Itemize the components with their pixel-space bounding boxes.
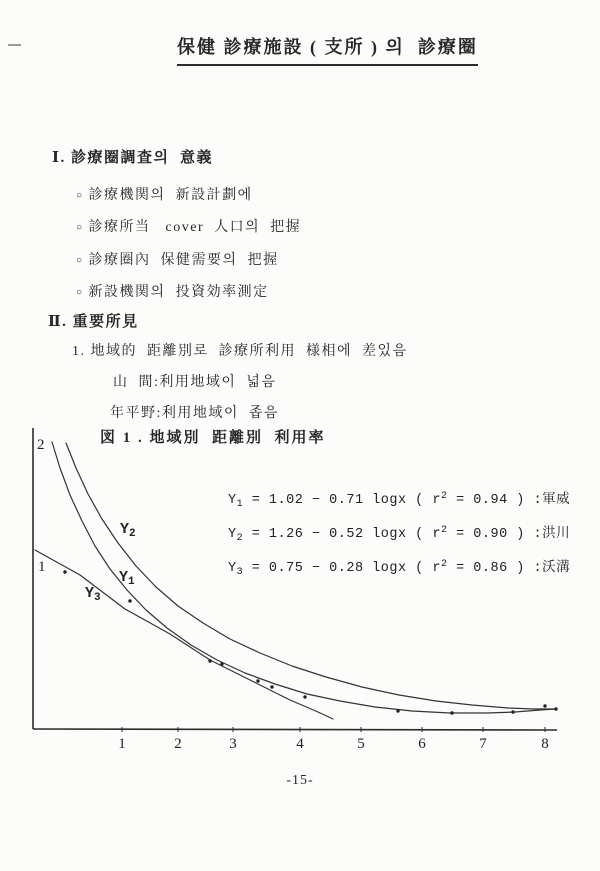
page-number: -15-	[286, 773, 314, 788]
equation-var-sub: 3	[236, 567, 244, 578]
equation-var: Y	[228, 561, 237, 576]
curve-label-y3	[85, 585, 101, 604]
data-point-marker	[270, 685, 273, 688]
bullet-text: 新設機関의 投資効率測定	[88, 285, 269, 300]
circle-bullet-icon: ○	[76, 287, 84, 298]
x-tick-label: 1	[118, 736, 126, 752]
equation-y2	[228, 521, 570, 544]
equation-tail: = 0.90 ) :	[447, 527, 543, 542]
region-label: 軍威	[542, 493, 571, 508]
x-tick-label: 2	[174, 736, 182, 752]
r-squared-exp: 2	[440, 559, 448, 570]
x-tick-label: 3	[229, 736, 237, 752]
data-point-marker	[208, 659, 211, 662]
curve-label-sub: 1	[128, 576, 135, 588]
figure-caption: 図 1 . 地域別 距離別 利用率	[100, 430, 326, 446]
finding-sub-plain: 年平野:利用地域이 좁음	[110, 406, 279, 421]
finding-item-1: 1. 地域的 距離別로 診療所利用 様相에 差있음	[72, 344, 408, 359]
curve-label-letter: Y	[119, 569, 129, 586]
equation-tail: = 0.86 ) :	[447, 561, 543, 576]
section-1-heading: Ⅰ. 診療圈調査의 意義	[52, 150, 214, 166]
curve-label-sub: 2	[129, 528, 136, 540]
data-point-marker	[543, 704, 546, 707]
curve-label-letter: Y	[120, 521, 130, 538]
data-point-marker	[256, 679, 259, 682]
circle-bullet-icon: ○	[76, 255, 84, 266]
data-point-marker	[396, 709, 399, 712]
x-axis	[33, 729, 557, 730]
equation-y3	[228, 555, 570, 578]
equation-var-sub: 2	[236, 533, 244, 544]
data-point-marker	[303, 695, 306, 698]
equation-body: = 1.02 − 0.71 logx ( r	[243, 493, 441, 508]
y-axis-label-2: 2	[37, 437, 45, 453]
curve-label-y1	[119, 569, 135, 588]
equation-tail: = 0.94 ) :	[447, 493, 543, 508]
x-tick-label: 7	[479, 736, 487, 752]
x-tick-label: 5	[357, 736, 365, 752]
data-point-marker	[220, 662, 223, 665]
data-point-marker	[554, 707, 557, 710]
curve-label-sub: 3	[94, 592, 101, 604]
equation-var-sub: 1	[236, 499, 244, 510]
x-tick-label: 8	[541, 736, 549, 752]
finding-sub-mountain: 山 間:利用地域이 넓음	[113, 375, 277, 390]
page-title: 保健 診療施設 ( 支所 ) 의 診療圈	[177, 33, 478, 66]
curve-label-letter: Y	[85, 585, 95, 602]
data-point-marker	[63, 570, 66, 573]
x-tick-label: 6	[418, 736, 426, 752]
circle-bullet-icon: ○	[76, 222, 84, 233]
data-point-marker	[128, 599, 131, 602]
r-squared-exp: 2	[440, 525, 448, 536]
x-tick-label: 4	[296, 736, 304, 752]
circle-bullet-icon: ○	[76, 190, 84, 201]
region-label: 洪川	[542, 527, 571, 542]
equation-var: Y	[228, 527, 237, 542]
bullet-text: 診療圈內 保健需要의 把握	[88, 253, 279, 268]
equation-body: = 0.75 − 0.28 logx ( r	[243, 561, 441, 576]
equation-body: = 1.26 − 0.52 logx ( r	[243, 527, 441, 542]
data-point-marker	[511, 710, 514, 713]
equation-y1	[228, 487, 570, 510]
equation-var: Y	[228, 493, 237, 508]
section-2-heading: Ⅱ. 重要所見	[48, 314, 139, 330]
y-axis-label-1: 1	[38, 559, 46, 575]
bullet-text: 診療機関의 新設計劃에	[88, 188, 253, 203]
curve-label-y2	[120, 521, 136, 540]
data-point-marker	[450, 711, 453, 714]
r-squared-exp: 2	[440, 491, 448, 502]
bullet-text: 診療所当 cover 人口의 把握	[88, 220, 302, 235]
region-label: 沃溝	[542, 561, 571, 576]
